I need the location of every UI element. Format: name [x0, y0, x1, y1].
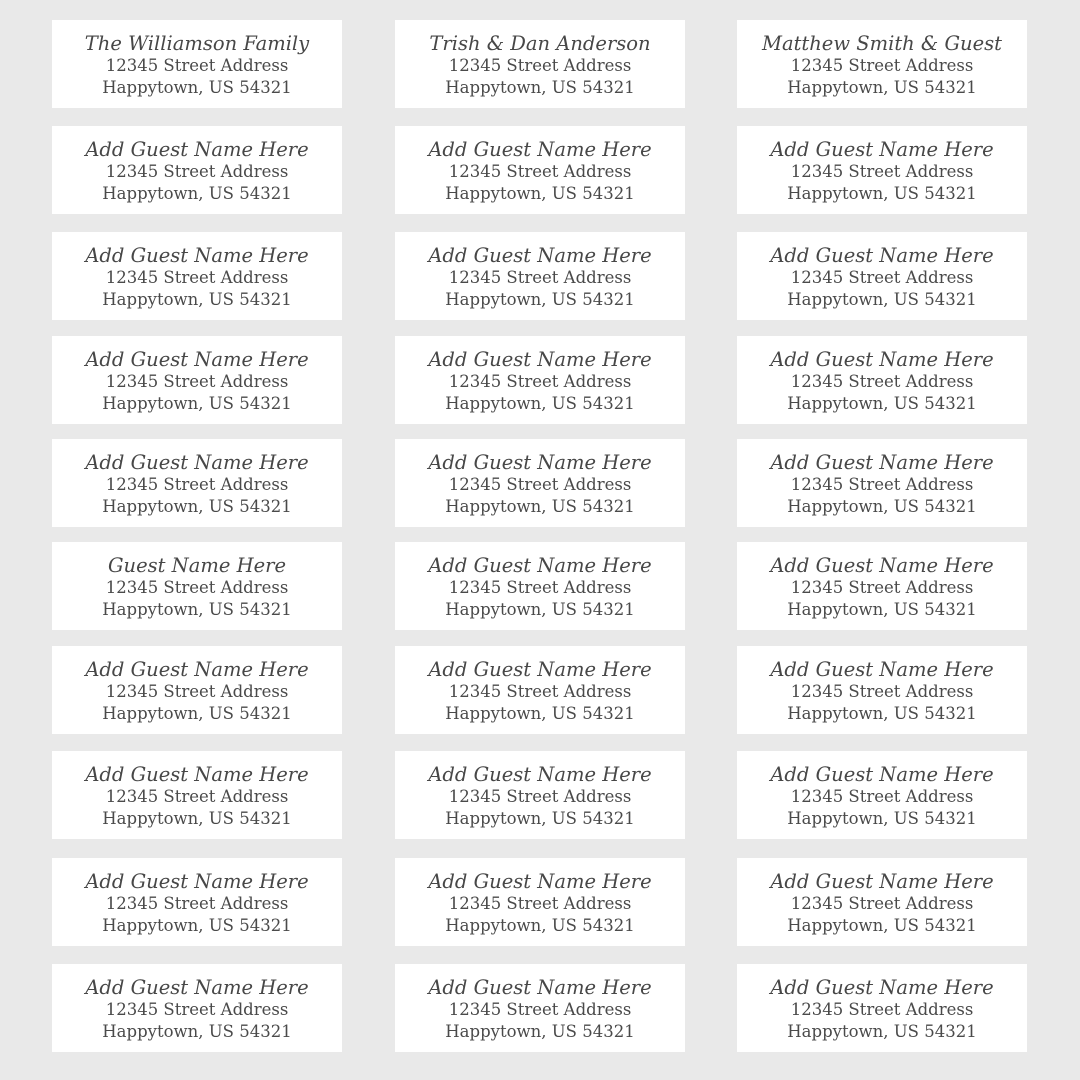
- address-label[interactable]: [395, 20, 685, 108]
- city-state-zip: Happytown, US 54321: [445, 1021, 635, 1041]
- street-address: 12345 Street Address: [105, 56, 289, 75]
- address-label[interactable]: [737, 232, 1027, 320]
- street-address: 12345 Street Address: [448, 56, 632, 75]
- city-state-zip: Happytown, US 54321: [445, 183, 635, 203]
- address-label[interactable]: [737, 646, 1027, 734]
- guest-name: Add Guest Name Here: [85, 658, 309, 681]
- city-state-zip: Happytown, US 54321: [445, 915, 635, 935]
- address-label[interactable]: [52, 20, 342, 108]
- street-address: 12345 Street Address: [448, 1000, 632, 1019]
- guest-name: Add Guest Name Here: [770, 138, 994, 161]
- guest-name: Trish & Dan Anderson: [429, 32, 651, 55]
- guest-name: Add Guest Name Here: [770, 451, 994, 474]
- city-state-zip: Happytown, US 54321: [787, 1021, 977, 1041]
- city-state-zip: Happytown, US 54321: [102, 808, 292, 828]
- city-state-zip: Happytown, US 54321: [102, 599, 292, 619]
- guest-name: Add Guest Name Here: [770, 244, 994, 267]
- street-address: 12345 Street Address: [790, 787, 974, 806]
- address-label[interactable]: [737, 439, 1027, 527]
- address-label[interactable]: [737, 126, 1027, 214]
- address-label[interactable]: [737, 20, 1027, 108]
- guest-name: Add Guest Name Here: [770, 870, 994, 893]
- guest-name: Add Guest Name Here: [770, 658, 994, 681]
- address-label[interactable]: [395, 542, 685, 630]
- city-state-zip: Happytown, US 54321: [102, 915, 292, 935]
- guest-name: Add Guest Name Here: [85, 976, 309, 999]
- guest-name: Add Guest Name Here: [85, 244, 309, 267]
- guest-name: Add Guest Name Here: [428, 451, 652, 474]
- address-label[interactable]: [737, 336, 1027, 424]
- city-state-zip: Happytown, US 54321: [102, 77, 292, 97]
- city-state-zip: Happytown, US 54321: [445, 77, 635, 97]
- guest-name: Add Guest Name Here: [85, 870, 309, 893]
- street-address: 12345 Street Address: [105, 787, 289, 806]
- address-label[interactable]: [52, 964, 342, 1052]
- street-address: 12345 Street Address: [790, 1000, 974, 1019]
- city-state-zip: Happytown, US 54321: [445, 393, 635, 413]
- guest-name: Add Guest Name Here: [85, 451, 309, 474]
- guest-name: Add Guest Name Here: [770, 976, 994, 999]
- street-address: 12345 Street Address: [105, 682, 289, 701]
- guest-name: Add Guest Name Here: [428, 763, 652, 786]
- city-state-zip: Happytown, US 54321: [445, 599, 635, 619]
- address-label[interactable]: [737, 751, 1027, 839]
- city-state-zip: Happytown, US 54321: [787, 289, 977, 309]
- city-state-zip: Happytown, US 54321: [102, 703, 292, 723]
- street-address: 12345 Street Address: [448, 475, 632, 494]
- street-address: 12345 Street Address: [448, 894, 632, 913]
- city-state-zip: Happytown, US 54321: [787, 393, 977, 413]
- guest-name: Add Guest Name Here: [428, 138, 652, 161]
- guest-name: Add Guest Name Here: [770, 554, 994, 577]
- street-address: 12345 Street Address: [448, 268, 632, 287]
- guest-name: Matthew Smith & Guest: [761, 32, 1002, 55]
- guest-name: Add Guest Name Here: [85, 763, 309, 786]
- city-state-zip: Happytown, US 54321: [787, 703, 977, 723]
- city-state-zip: Happytown, US 54321: [787, 599, 977, 619]
- address-label[interactable]: [395, 964, 685, 1052]
- address-label[interactable]: [737, 964, 1027, 1052]
- guest-name: Add Guest Name Here: [428, 658, 652, 681]
- city-state-zip: Happytown, US 54321: [102, 496, 292, 516]
- guest-name: Add Guest Name Here: [428, 554, 652, 577]
- guest-name: Add Guest Name Here: [770, 348, 994, 371]
- city-state-zip: Happytown, US 54321: [787, 77, 977, 97]
- street-address: 12345 Street Address: [105, 1000, 289, 1019]
- address-label[interactable]: [52, 542, 342, 630]
- street-address: 12345 Street Address: [105, 372, 289, 391]
- guest-name: Add Guest Name Here: [85, 138, 309, 161]
- guest-name: Add Guest Name Here: [85, 348, 309, 371]
- street-address: 12345 Street Address: [105, 578, 289, 597]
- guest-name: Add Guest Name Here: [428, 976, 652, 999]
- address-label[interactable]: [52, 751, 342, 839]
- street-address: 12345 Street Address: [790, 372, 974, 391]
- address-label[interactable]: [52, 646, 342, 734]
- address-label[interactable]: [737, 542, 1027, 630]
- address-label[interactable]: [52, 858, 342, 946]
- address-label[interactable]: [395, 439, 685, 527]
- guest-name: Guest Name Here: [107, 554, 287, 577]
- address-label[interactable]: [395, 336, 685, 424]
- address-label[interactable]: [395, 126, 685, 214]
- guest-name: Add Guest Name Here: [428, 870, 652, 893]
- guest-name: Add Guest Name Here: [770, 763, 994, 786]
- street-address: 12345 Street Address: [790, 682, 974, 701]
- city-state-zip: Happytown, US 54321: [787, 808, 977, 828]
- city-state-zip: Happytown, US 54321: [445, 808, 635, 828]
- city-state-zip: Happytown, US 54321: [445, 703, 635, 723]
- address-label[interactable]: [395, 751, 685, 839]
- address-label[interactable]: [395, 858, 685, 946]
- city-state-zip: Happytown, US 54321: [102, 289, 292, 309]
- street-address: 12345 Street Address: [448, 162, 632, 181]
- guest-name: The Williamson Family: [84, 32, 310, 55]
- city-state-zip: Happytown, US 54321: [787, 183, 977, 203]
- street-address: 12345 Street Address: [790, 578, 974, 597]
- city-state-zip: Happytown, US 54321: [787, 915, 977, 935]
- city-state-zip: Happytown, US 54321: [102, 393, 292, 413]
- city-state-zip: Happytown, US 54321: [445, 496, 635, 516]
- street-address: 12345 Street Address: [448, 578, 632, 597]
- address-label[interactable]: [52, 232, 342, 320]
- address-label[interactable]: [52, 336, 342, 424]
- city-state-zip: Happytown, US 54321: [102, 1021, 292, 1041]
- street-address: 12345 Street Address: [790, 894, 974, 913]
- city-state-zip: Happytown, US 54321: [445, 289, 635, 309]
- guest-name: Add Guest Name Here: [428, 244, 652, 267]
- street-address: 12345 Street Address: [105, 162, 289, 181]
- street-address: 12345 Street Address: [790, 268, 974, 287]
- street-address: 12345 Street Address: [448, 682, 632, 701]
- address-label[interactable]: [395, 232, 685, 320]
- street-address: 12345 Street Address: [105, 894, 289, 913]
- street-address: 12345 Street Address: [105, 268, 289, 287]
- city-state-zip: Happytown, US 54321: [102, 183, 292, 203]
- address-label[interactable]: [52, 126, 342, 214]
- street-address: 12345 Street Address: [448, 372, 632, 391]
- address-label[interactable]: [737, 858, 1027, 946]
- address-label[interactable]: [52, 439, 342, 527]
- street-address: 12345 Street Address: [790, 162, 974, 181]
- street-address: 12345 Street Address: [105, 475, 289, 494]
- street-address: 12345 Street Address: [448, 787, 632, 806]
- street-address: 12345 Street Address: [790, 475, 974, 494]
- guest-name: Add Guest Name Here: [428, 348, 652, 371]
- city-state-zip: Happytown, US 54321: [787, 496, 977, 516]
- address-label[interactable]: [395, 646, 685, 734]
- street-address: 12345 Street Address: [790, 56, 974, 75]
